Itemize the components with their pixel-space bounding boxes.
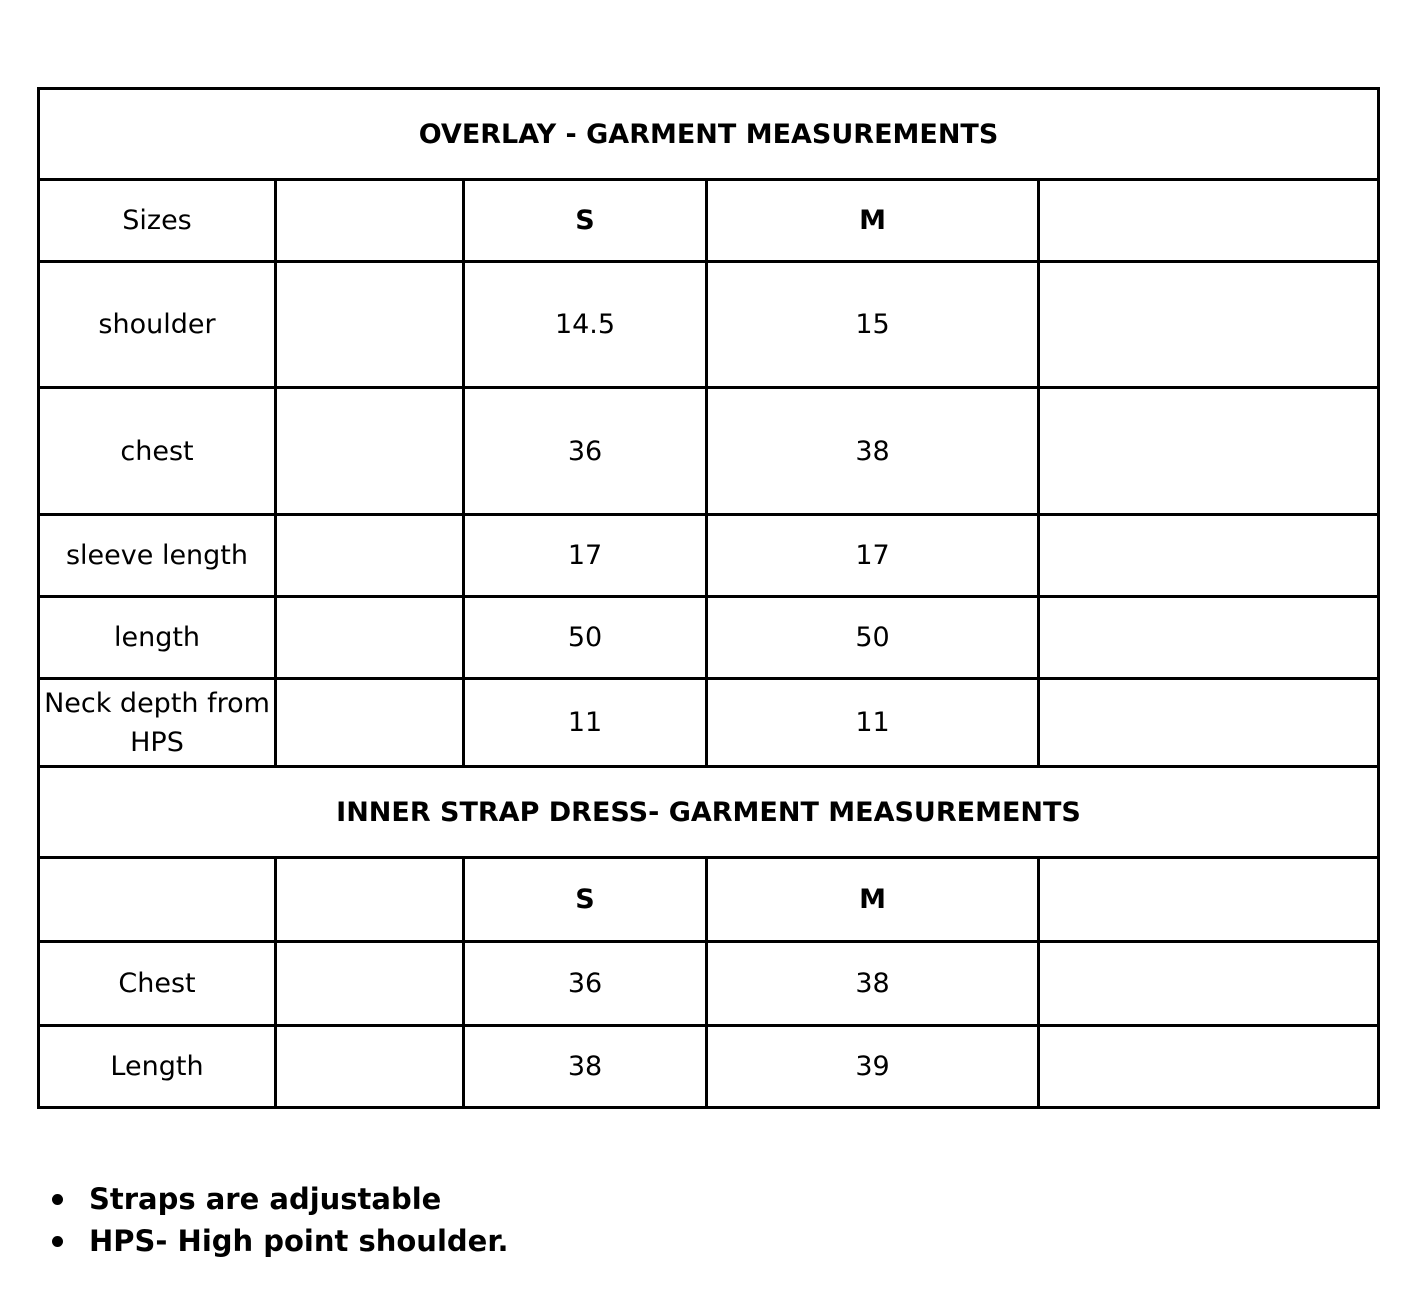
row-value [1039, 515, 1379, 597]
row-value [276, 679, 464, 767]
overlay-title: OVERLAY - GARMENT MEASUREMENTS [39, 89, 1379, 180]
bullet-icon [52, 1236, 63, 1247]
inner-size-header [276, 858, 464, 942]
inner-size-header-m: M [707, 858, 1039, 942]
table-row [39, 597, 1379, 679]
sizes-label: Sizes [39, 180, 276, 262]
row-value [276, 388, 464, 515]
row-value-m: 17 [707, 515, 1039, 597]
row-value [1039, 1026, 1379, 1108]
overlay-title-row [39, 89, 1379, 180]
list-item [52, 1178, 509, 1220]
row-value-s: 38 [464, 1026, 707, 1108]
inner-title: INNER STRAP DRESS- GARMENT MEASUREMENTS [39, 767, 1379, 858]
row-value-m: 38 [707, 942, 1039, 1026]
row-value [1039, 942, 1379, 1026]
bullet-icon [52, 1194, 63, 1205]
row-label: Neck depth from HPS [39, 679, 276, 767]
row-value-s: 50 [464, 597, 707, 679]
row-label: sleeve length [39, 515, 276, 597]
measurement-table [37, 87, 1380, 1109]
inner-size-header [1039, 858, 1379, 942]
row-value-m: 39 [707, 1026, 1039, 1108]
inner-size-header-s: S [464, 858, 707, 942]
notes-list [52, 1178, 509, 1262]
overlay-size-header [276, 180, 464, 262]
note-text: Straps are adjustable [89, 1182, 442, 1216]
row-value [1039, 388, 1379, 515]
table-row [39, 262, 1379, 388]
row-value [276, 262, 464, 388]
row-value [276, 597, 464, 679]
row-label: shoulder [39, 262, 276, 388]
row-label: Length [39, 1026, 276, 1108]
row-value-m: 15 [707, 262, 1039, 388]
inner-size-header-row [39, 858, 1379, 942]
row-value [276, 942, 464, 1026]
overlay-size-header-m: M [707, 180, 1039, 262]
inner-size-header [39, 858, 276, 942]
row-value [276, 515, 464, 597]
measurement-sheet [37, 87, 1377, 1109]
row-value-s: 14.5 [464, 262, 707, 388]
row-value-m: 38 [707, 388, 1039, 515]
row-value [1039, 597, 1379, 679]
row-value-s: 11 [464, 679, 707, 767]
row-value [1039, 262, 1379, 388]
row-label: length [39, 597, 276, 679]
overlay-size-header-row [39, 180, 1379, 262]
row-value-s: 36 [464, 942, 707, 1026]
list-item [52, 1220, 509, 1262]
table-row [39, 942, 1379, 1026]
row-label: chest [39, 388, 276, 515]
table-row [39, 515, 1379, 597]
row-value-s: 17 [464, 515, 707, 597]
note-text: HPS- High point shoulder. [89, 1224, 509, 1258]
inner-title-row [39, 767, 1379, 858]
table-row [39, 388, 1379, 515]
row-value [276, 1026, 464, 1108]
row-value-m: 50 [707, 597, 1039, 679]
row-label: Chest [39, 942, 276, 1026]
row-value-m: 11 [707, 679, 1039, 767]
table-row [39, 679, 1379, 767]
overlay-size-header [1039, 180, 1379, 262]
table-row [39, 1026, 1379, 1108]
row-value [1039, 679, 1379, 767]
row-value-s: 36 [464, 388, 707, 515]
overlay-size-header-s: S [464, 180, 707, 262]
